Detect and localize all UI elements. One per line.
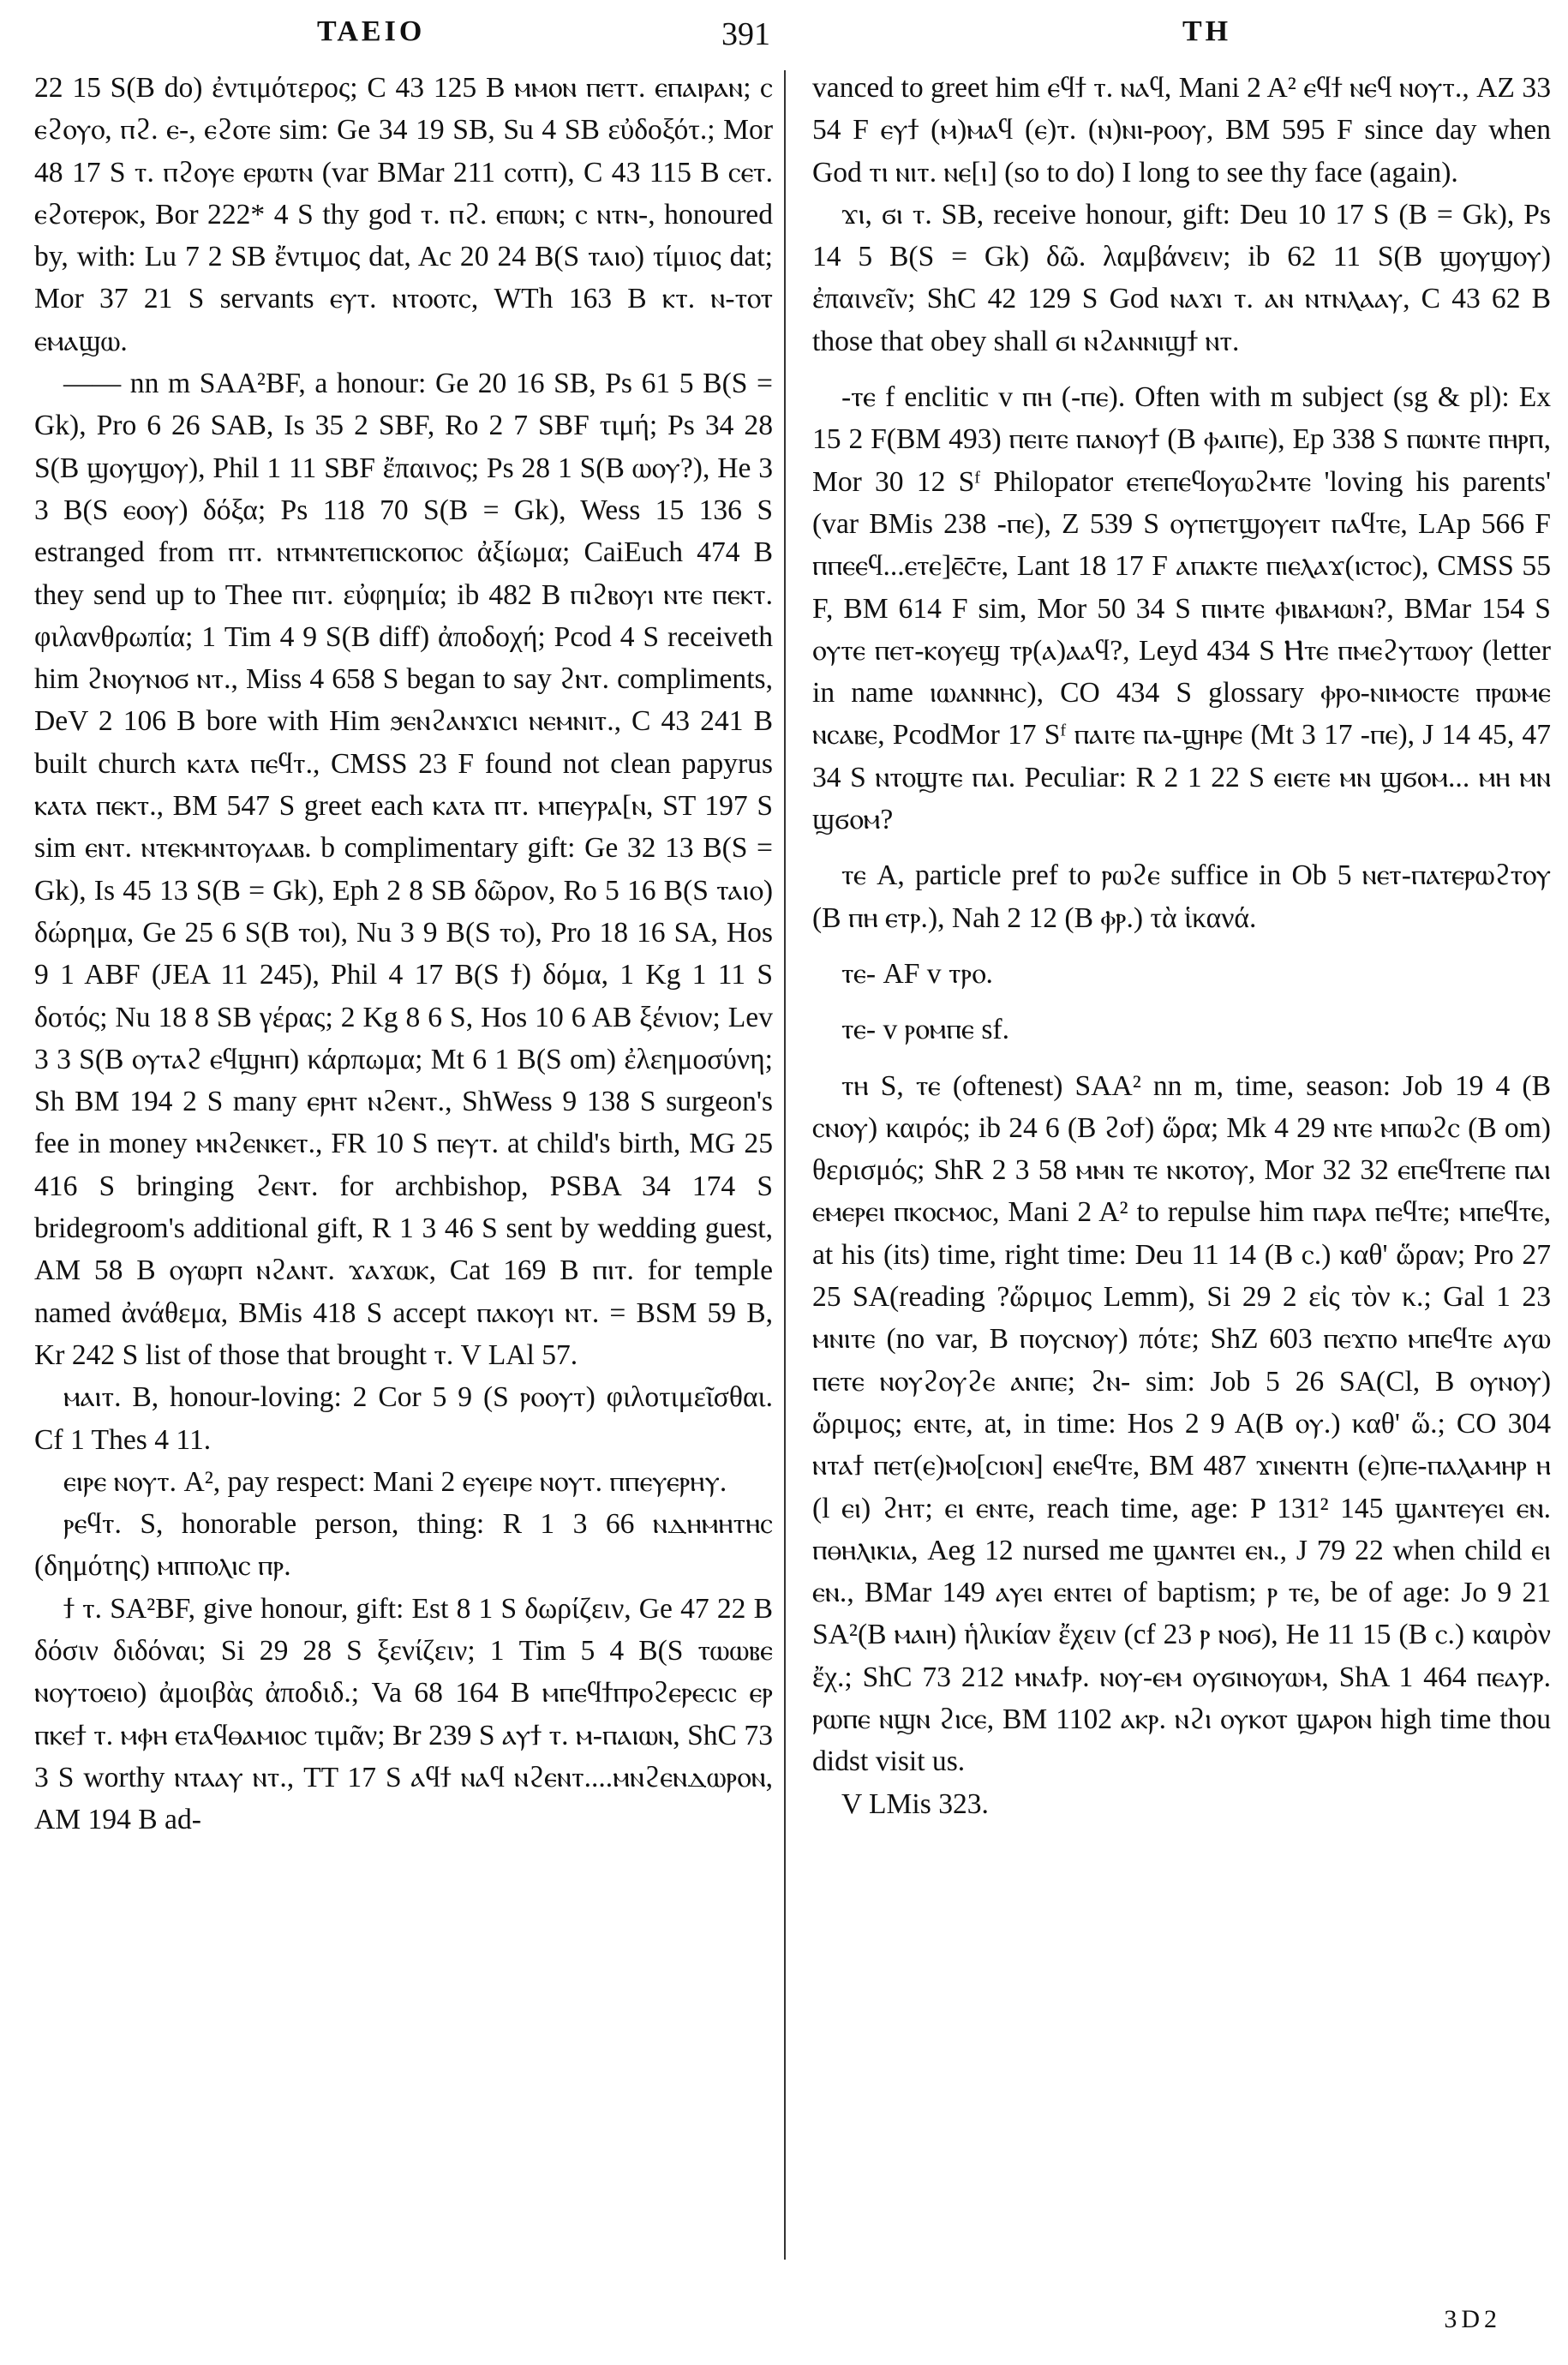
- entry-paragraph: ⲉⲓⲣⲉ ⲛⲟⲩⲧ. A², pay respect: Mani 2 ⲉⲩⲉⲓⲣⲉ ⲛⲟⲩⲧ. ⲡⲡⲉⲩⲉⲣⲏⲩ.: [63, 1465, 727, 1498]
- entry-paragraph: vanced to greet him ⲉϥϯ ⲧ. ⲛⲁϥ, Mani 2 A² ⲉϥϯ ⲛⲉϥ ⲛⲟⲩⲧ., AZ 33 54 F ⲉⲩϯ (ⲙ)ⲙⲁϥ (ⲉ)ⲧ. (ⲛ)ⲛⲓ-ⲣⲟⲟⲩ, BM 595 F since day when God ⲧⲓ ⲛⲓⲧ. ⲛⲉ[ⲓ] (so to do) I long to see thy face (again).: [812, 72, 1551, 189]
- entry-paragraph: ϯ ⲧ. SA²BF, give honour, gift: Est 8 1 S δωρίζειν, Ge 47 22 B δόσιν διδόναι; Si 29 28 S ξενίζειν; 1 Tim 5 4 B(S ⲧⲱⲱⲃⲉ ⲛⲟⲩⲧⲟⲉⲓⲟ) ἀμοιβὰς ἀποδιδ.; Va 68 164 B ⲙⲡⲉϥϯⲡⲣⲟϩⲉⲣⲉⲥⲓⲥ ⲉⲣ ⲡⲕⲉϯ ⲧ. ⲙⲫⲏ ⲉⲧⲁϥⲑⲁⲙⲓⲟⲥ τιμᾶν; Br 239 S ⲁⲩϯ ⲧ. ⲙ-ⲡⲁⲓⲱⲛ, ShC 73 3 S worthy ⲛⲧⲁⲁⲩ ⲛⲧ., TT 17 S ⲁϥϯ ⲛⲁϥ ⲛϩⲉⲛⲧ....ⲙⲛϩⲉⲛⲇⲱⲣⲟⲛ, AM 194 B ad-: [34, 1592, 773, 1836]
- entry-paragraph: V LMis 323.: [841, 1787, 989, 1820]
- left-column: [34, 67, 773, 2260]
- entry-paragraph: ⲙⲁⲓⲧ. B, honour-loving: 2 Cor 5 9 (S ⲣⲟⲟⲩⲧ) φιλοτιμεῖσθαι. Cf 1 Thes 4 11.: [34, 1381, 773, 1456]
- entry-paragraph: ϫⲓ, ϭⲓ ⲧ. SB, receive honour, gift: Deu 10 17 S (B = Gk), Ps 14 5 B(S = Gk) δῶ. λαμβάνειν; ib 62 11 S(B ϣⲟⲩϣⲟⲩ) ἐπαινεῖν; ShC 42 129 S God ⲛⲁϫⲓ ⲧ. ⲁⲛ ⲛⲧⲛⲗⲁⲁⲩ, C 43 62 B those that obey shall ϭⲓ ⲛϩⲁⲛⲛⲓϣϯ ⲛⲧ.: [812, 198, 1551, 357]
- header-left-guideword: ΤΑΕΙΟ: [317, 15, 426, 47]
- entry-paragraph: ⲧⲉ- AF v ⲧⲣⲟ.: [841, 957, 993, 990]
- entry-paragraph: -ⲧⲉ f enclitic v ⲡⲏ (-ⲡⲉ). Often with m subject (sg & pl): Ex 15 2 F(BM 493) ⲡⲉⲓⲧⲉ ⲡⲁⲛⲟⲩϯ (B ⲫⲁⲓⲡⲉ), Ep 338 S ⲡⲱⲛⲧⲉ ⲡⲏⲣⲡ, Mor 30 12 Sᶠ Philopator ⲉⲧⲉⲡⲉϥⲟⲩⲱϩⲙⲧⲉ 'loving his parents' (var BMis 238 -ⲡⲉ), Z 539 S ⲟⲩⲡⲉⲧϣⲟⲩⲉⲓⲧ ⲡⲁϥⲧⲉ, LAp 566 F ⲡⲡⲉⲉϥ...ⲉⲧⲉ]ⲉ̄ⲥ̄ⲧⲉ, Lant 18 17 F ⲁⲡⲁⲕⲧⲉ ⲡⲓⲉⲗⲁϫ(ⲓⲥⲧⲟⲥ), CMSS 55 F, BM 614 F sim, Mor 50 34 S ⲡⲓⲙⲧⲉ ⲫⲓⲃⲁⲙⲱⲛ?, BMar 154 S ⲟⲩⲧⲉ ⲡⲉⲧ-ⲕⲟⲩⲉϣ ⲧⲣ(ⲁ)ⲁⲁϥ?, Leyd 434 S Ⲏⲧⲉ ⲡⲙⲉϩⲩⲧⲱⲟⲩ (letter in name ⲓⲱⲁⲛⲛⲏⲥ), CO 434 S glossary ⲫⲣⲟ-ⲛⲓⲙⲟⲥⲧⲉ ⲡⲣⲱⲙⲉ ⲛⲥⲁⲃⲉ, PcodMor 17 Sᶠ ⲡⲁⲓⲧⲉ ⲡⲁ-ϣⲏⲣⲉ (Mt 3 17 -ⲡⲉ), J 14 45, 47 34 S ⲛⲧⲟϣⲧⲉ ⲡⲁⲓ. Peculiar: R 2 1 22 S ⲉⲓⲉⲧⲉ ⲙⲛ ϣϭⲟⲙ... ⲙⲏ ⲙⲛ ϣϭⲟⲙ?: [812, 381, 1551, 836]
- entry-paragraph: ⲧⲉ A, particle pref to ⲣⲱϩⲉ suffice in Ob 5 ⲛⲉⲧ-ⲡⲁⲧⲉⲣⲱϩⲧⲟⲩ (B ⲡⲏ ⲉⲧⲣ.), Nah 2 12 (B ⲫⲣ.) τὰ ἱκανά.: [812, 859, 1551, 934]
- running-header: [34, 15, 1534, 58]
- entry-paragraph: ⲧⲉ- v ⲣⲟⲙⲡⲉ sf.: [841, 1014, 1010, 1046]
- entry-paragraph: ⲧⲏ S, ⲧⲉ (oftenest) SAA² nn m, time, season: Job 19 4 (B ⲥⲛⲟⲩ) καιρός; ib 24 6 (B ϩⲟϯ) ὥρα; Mk 4 29 ⲛⲧⲉ ⲙⲡⲱϩⲥ (B om) θερισμός; ShR 2 3 58 ⲙⲙⲛ ⲧⲉ ⲛⲕⲟⲧⲟⲩ, Mor 32 32 ⲉⲡⲉϥⲧⲉⲡⲉ ⲡⲁⲓ ⲉⲙⲉⲣⲉⲓ ⲡⲕⲟⲥⲙⲟⲥ, Mani 2 A² to repulse him ⲡⲁⲣⲁ ⲡⲉϥⲧⲉ; ⲙⲡⲉϥⲧⲉ, at his (its) time, right time: Deu 11 14 (B ⲥ.) καθ' ὥραν; Pro 27 25 SA(reading ?ὥριμος Lemm), Si 29 2 εἰς τὸν κ.; Gal 1 23 ⲙⲛⲓⲧⲉ (no var, B ⲡⲟⲩⲥⲛⲟⲩ) πότε; ShZ 603 ⲡⲉϫⲡⲟ ⲙⲡⲉϥⲧⲉ ⲁⲩⲱ ⲡⲉⲧⲉ ⲛⲟⲩϩⲟⲩϩⲉ ⲁⲛⲡⲉ; ϩⲛ- sim: Job 5 26 SA(Cl, B ⲟⲩⲛⲟⲩ) ὥριμος; ⲉⲛⲧⲉ, at, in time: Hos 2 9 A(B ⲟⲩ.) καθ' ὥ.; CO 304 ⲛⲧⲁϯ ⲡⲉⲧ(ⲉ)ⲙⲟ[ⲥⲓⲟⲛ] ⲉⲛⲉϥⲧⲉ, BM 487 ϫⲓⲛⲉⲛⲧⲏ (ⲉ)ⲡⲉ-ⲡⲁⲗⲁⲙⲏⲣ ⲏ (l ⲉⲓ) ϩⲏⲧ; ⲉⲓ ⲉⲛⲧⲉ, reach time, age: P 131² 145 ϣⲁⲛⲧⲉⲩⲉⲓ ⲉⲛ. ⲡⲑⲏⲗⲓⲕⲓⲁ, Aeg 12 nursed me ϣⲁⲛⲧⲉⲓ ⲉⲛ., J 79 22 when child ⲉⲓ ⲉⲛ., BMar 149 ⲁⲩⲉⲓ ⲉⲛⲧⲉⲓ of baptism; ⲣ ⲧⲉ, be of age: Jo 9 21 SA²(B ⲙⲁⲓⲏ) ἡλικίαν ἔχειν (cf 23 ⲣ ⲛⲟϭ), He 11 15 (B ⲥ.) καιρὸν ἔχ.; ShC 73 212 ⲙⲛⲁϯⲣ. ⲛⲟⲩ-ⲉⲙ ⲟⲩϭⲓⲛⲟⲩⲱⲙ, ShA 1 464 ⲡⲉⲁⲩⲣ. ⲣⲱⲡⲉ ⲛϣⲛ ϩⲓⲥⲉ, BM 1102 ⲁⲕⲣ. ⲛϩⲓ ⲟⲩⲕⲟⲧ ϣⲁⲣⲟⲛ high time thou didst visit us.: [812, 1069, 1551, 1778]
- printer-signature: 3D2: [1444, 2305, 1501, 2333]
- entry-paragraph: ⲣⲉϥⲧ. S, honorable person, thing: R 1 3 66 ⲛⲇⲏⲙⲏⲧⲏⲥ (δημότης) ⲙⲡⲡⲟⲗⲓⲥ ⲡⲣ.: [34, 1508, 773, 1583]
- header-right-guideword: ΤΗ: [1182, 15, 1232, 47]
- column-divider: [784, 70, 786, 2260]
- entry-paragraph: 22 15 S(B do) ἐντιμότερος; C 43 125 B ⲙⲙⲟⲛ ⲡⲉⲧⲧ. ⲉⲡⲁⲓⲣⲁⲛ; ⲥ ⲉϩⲟⲩⲟ, ⲡϩ. ⲉ-, ⲉϩⲟⲧⲉ sim: Ge 34 19 SB, Su 4 SB εὐδοξότ.; Mor 48 17 S ⲧ. ⲡϩⲟⲩⲉ ⲉⲣⲱⲧⲛ (var BMar 211 ⲥⲟⲧⲡ), C 43 115 B ⲥⲉⲧ. ⲉϩⲟⲧⲉⲣⲟⲕ, Bor 222* 4 S thy god ⲧ. ⲡϩ. ⲉⲡⲱⲛ; ⲥ ⲛⲧⲛ-, honoured by, with: Lu 7 2 SB ἔντιμος dat, Ac 20 24 B(S ⲧⲁⲓⲟ) τίμιος dat; Mor 37 21 S servants ⲉⲩⲧ. ⲛⲧⲟⲟⲧⲥ, WTh 163 B ⲕⲧ. ⲛ-ⲧⲟⲧ ⲉⲙⲁϣⲱ.: [34, 72, 773, 357]
- page-number: 391: [721, 16, 770, 52]
- right-column: [812, 67, 1551, 2260]
- entry-paragraph: —— nn m SAA²BF, a honour: Ge 20 16 SB, Ps 61 5 B(S = Gk), Pro 6 26 SAB, Is 35 2 SBF, Ro 2 7 SBF τιμή; Ps 34 28 S(B ϣⲟⲩϣⲟⲩ), Phil 1 11 SBF ἔπαινος; Ps 28 1 S(B ⲱⲟⲩ?), He 3 3 B(S ⲉⲟⲟⲩ) δόξα; Ps 118 70 S(B = Gk), Wess 15 136 S estranged from ⲡⲧ. ⲛⲧⲙⲛⲧⲉⲡⲓⲥⲕⲟⲡⲟⲥ ἀξίωμα; CaiEuch 474 B they send up to Thee ⲡⲓⲧ. εὐφημία; ib 482 B ⲡⲓϩⲃⲟⲩⲓ ⲛⲧⲉ ⲡⲉⲕⲧ. φιλανθρωπία; 1 Tim 4 9 S(B diff) ἀποδοχή; Pcod 4 S receiveth him ϩⲛⲟⲩⲛⲟϭ ⲛⲧ., Miss 4 658 S began to say ϩⲛⲧ. compliments, DeV 2 106 B bore with Him ϧⲉⲛϩⲁⲛϫⲓⲥⲓ ⲛⲉⲙⲛⲓⲧ., C 43 241 B built church ⲕⲁⲧⲁ ⲡⲉϥⲧ., CMSS 23 F found not clean papyrus ⲕⲁⲧⲁ ⲡⲉⲕⲧ., BM 547 S greet each ⲕⲁⲧⲁ ⲡⲧ. ⲙⲡⲉⲩⲣⲁ[ⲛ, ST 197 S sim ⲉⲛⲧ. ⲛⲧⲉⲕⲙⲛⲧⲟⲩⲁⲁⲃ. b complimentary gift: Ge 32 13 B(S = Gk), Is 45 13 S(B = Gk), Eph 2 8 SB δῶρον, Ro 5 16 B(S ⲧⲁⲓⲟ) δώρημα, Ge 25 6 S(B ⲧⲟⲓ), Nu 3 9 B(S ⲧⲟ), Pro 18 16 SA, Hos 9 1 ABF (JEA 11 245), Phil 4 17 B(S ϯ) δόμα, 1 Kg 1 11 S δοτός; Nu 18 8 SB γέρας; 2 Kg 8 6 S, Hos 10 6 AB ξένιον; Lev 3 3 S(B ⲟⲩⲧⲁϩ ⲉϥϣⲏⲡ) κάρπωμα; Mt 6 1 B(S om) ἐλεημοσύνη; Sh BM 194 2 S many ⲉⲣⲏⲧ ⲛϩⲉⲛⲧ., ShWess 9 138 S surgeon's fee in money ⲙⲛϩⲉⲛⲕⲉⲧ., FR 10 S ⲡⲉⲩⲧ. at child's birth, MG 25 416 S bringing ϩⲉⲛⲧ. for archbishop, PSBA 34 174 S bridegroom's additional gift, R 1 3 46 S sent by wedding guest, AM 58 B ⲟⲩⲱⲣⲡ ⲛϩⲁⲛⲧ. ϫⲁϫⲱⲕ, Cat 169 B ⲡⲓⲧ. for temple named ἀνάθεμα, BMis 418 S accept ⲡⲁⲕⲟⲩⲓ ⲛⲧ. = BSM 59 B, Kr 242 S list of those that brought ⲧ. V LAl 57.: [34, 368, 773, 1371]
